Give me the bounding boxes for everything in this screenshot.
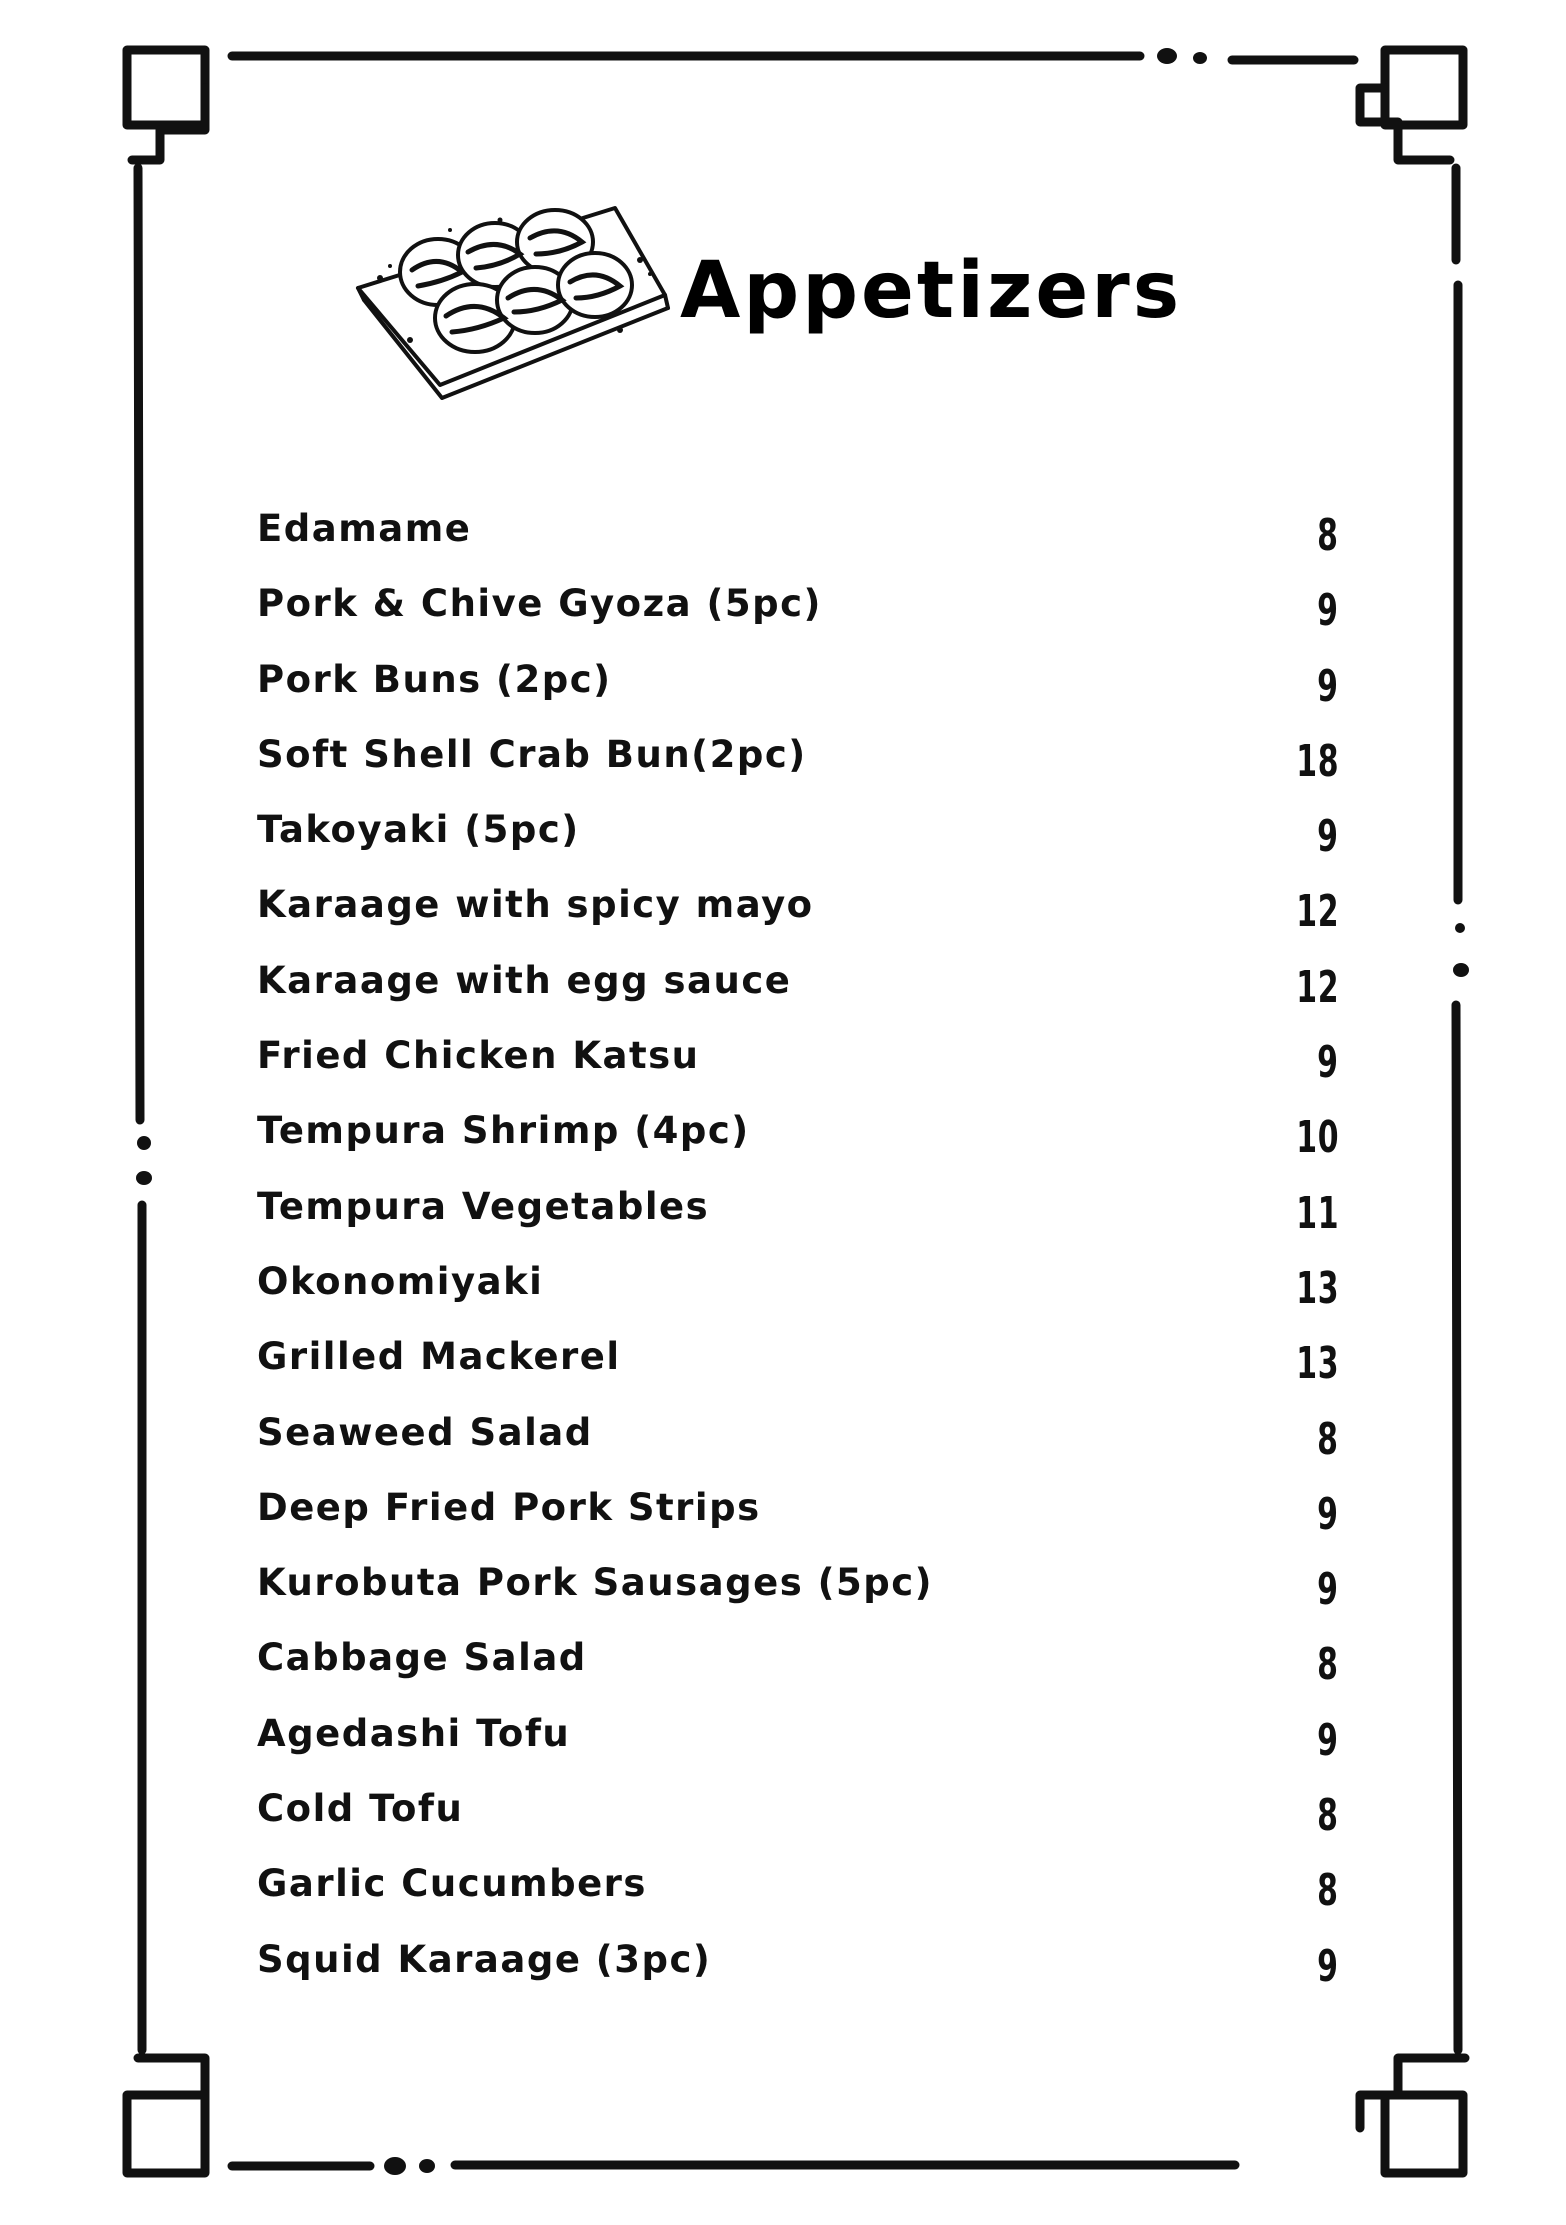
menu-item-price: 18 <box>1296 735 1339 787</box>
menu-item-name: Okonomiyaki <box>257 1259 544 1303</box>
menu-item <box>257 1261 1347 1336</box>
menu-item-price: 12 <box>1296 961 1339 1013</box>
menu-item-name: Deep Fried Pork Strips <box>257 1485 761 1529</box>
menu-item <box>257 1637 1347 1712</box>
menu-item-name: Takoyaki (5pc) <box>257 808 580 852</box>
menu-item-price: 9 <box>1317 1714 1339 1766</box>
menu-item <box>257 508 1347 583</box>
menu-item <box>257 1562 1347 1637</box>
menu-item-name: Pork Buns (2pc) <box>257 657 612 701</box>
menu-item-price: 8 <box>1317 1413 1339 1465</box>
menu-item-name: Agedashi Tofu <box>257 1711 571 1755</box>
menu-item-name: Karaage with egg sauce <box>257 958 792 1002</box>
section-header <box>350 200 1200 400</box>
menu-item-price: 9 <box>1317 811 1339 863</box>
menu-item <box>257 884 1347 959</box>
menu-item-name: Edamame <box>257 507 472 550</box>
menu-item-price: 13 <box>1296 1338 1339 1390</box>
appetizer-list <box>257 508 1347 2014</box>
menu-item-name: Cabbage Salad <box>257 1636 587 1680</box>
menu-item <box>257 809 1347 884</box>
menu-item <box>257 1110 1347 1185</box>
menu-item-name: Kurobuta Pork Sausages (5pc) <box>257 1561 934 1605</box>
menu-item-name: Tempura Shrimp (4pc) <box>257 1109 750 1153</box>
menu-item-price: 9 <box>1317 1564 1339 1616</box>
menu-item-price: 13 <box>1296 1262 1339 1314</box>
menu-item-name: Soft Shell Crab Bun(2pc) <box>257 732 807 776</box>
menu-item-name: Karaage with spicy mayo <box>257 883 814 927</box>
menu-item-price: 8 <box>1317 1865 1339 1917</box>
menu-item-name: Pork & Chive Gyoza (5pc) <box>257 582 822 626</box>
section-title: Appetizers <box>680 246 1183 336</box>
menu-item-name: Squid Karaage (3pc) <box>257 1937 712 1981</box>
menu-item <box>257 734 1347 809</box>
menu-item <box>257 583 1347 658</box>
menu-item <box>257 1412 1347 1487</box>
menu-item <box>257 1939 1347 2014</box>
menu-item-price: 9 <box>1317 660 1339 712</box>
menu-item-price: 12 <box>1296 886 1339 938</box>
menu-item-name: Tempura Vegetables <box>257 1184 710 1228</box>
menu-item-price: 8 <box>1317 1639 1339 1691</box>
menu-item <box>257 1788 1347 1863</box>
menu-item-name: Seaweed Salad <box>257 1410 593 1454</box>
menu-item-price: 11 <box>1296 1187 1339 1239</box>
menu-item <box>257 1863 1347 1938</box>
takoyaki-plate-icon <box>350 200 680 400</box>
menu-item <box>257 1713 1347 1788</box>
menu-item <box>257 1487 1347 1562</box>
menu-item <box>257 659 1347 734</box>
menu-item <box>257 1336 1347 1411</box>
menu-item-name: Grilled Mackerel <box>257 1335 621 1379</box>
menu-item-name: Garlic Cucumbers <box>257 1862 647 1906</box>
menu-item <box>257 1035 1347 1110</box>
menu-item-price: 9 <box>1317 585 1339 637</box>
menu-item-name: Fried Chicken Katsu <box>257 1034 700 1078</box>
menu-item <box>257 1186 1347 1261</box>
menu-item-name: Cold Tofu <box>257 1787 464 1831</box>
menu-item-price: 10 <box>1296 1112 1339 1164</box>
menu-item <box>257 960 1347 1035</box>
menu-item-price: 8 <box>1317 510 1339 561</box>
menu-item-price: 9 <box>1317 1940 1339 1992</box>
menu-item-price: 9 <box>1317 1037 1339 1089</box>
menu-item-price: 8 <box>1317 1790 1339 1842</box>
menu-item-price: 9 <box>1317 1488 1339 1540</box>
